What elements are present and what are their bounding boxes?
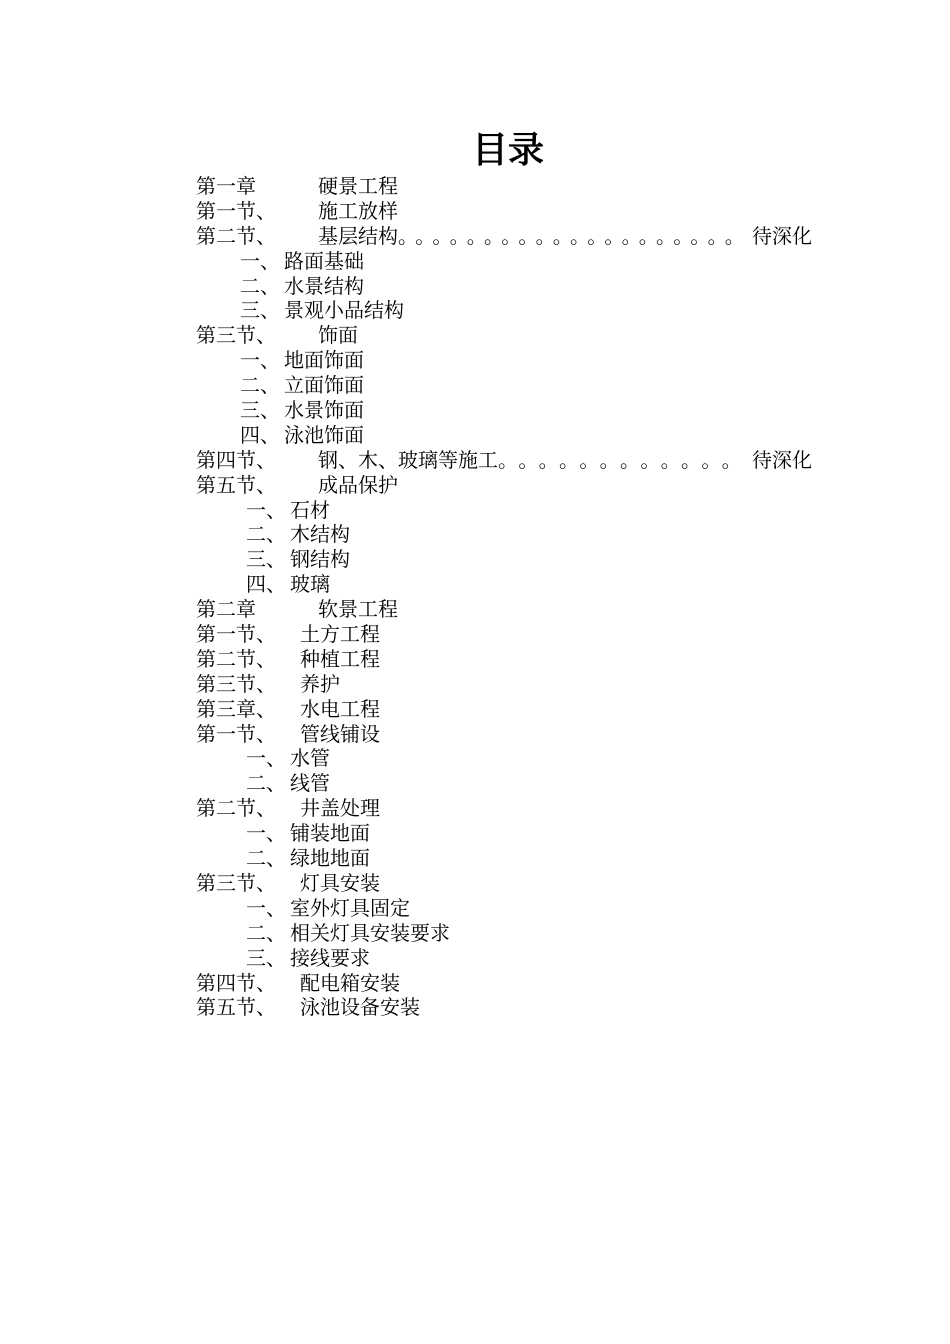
toc-entry-title: 井盖处理 xyxy=(300,796,380,821)
toc-entry-number: 一、 xyxy=(246,746,286,771)
toc-entry-title: 线管 xyxy=(290,771,330,796)
toc-entry-number: 二、 xyxy=(240,273,280,298)
toc-entry-title: 水景饰面 xyxy=(284,398,364,423)
toc-entry-number: 一、 xyxy=(246,497,286,522)
toc-entry-title: 水管 xyxy=(290,746,330,771)
toc-entry-number: 第四节、 xyxy=(196,970,276,995)
toc-entry[interactable] xyxy=(196,398,836,423)
toc-entry-title: 养护 xyxy=(300,671,340,696)
toc-entry[interactable] xyxy=(196,995,836,1020)
toc-entry-title: 灯具安装 xyxy=(300,870,380,895)
toc-entry-number: 第二节、 xyxy=(196,646,276,671)
toc-entry-number: 第一章 xyxy=(196,174,256,198)
toc-entry-number: 第一节、 xyxy=(196,622,276,647)
toc-entry[interactable] xyxy=(196,796,836,821)
toc-entry-number: 第五节、 xyxy=(196,995,276,1020)
toc-entry-title: 软景工程 xyxy=(318,597,398,622)
toc-entry-title: 钢结构 xyxy=(290,547,350,572)
toc-entry-title: 钢、木、玻璃等施工 xyxy=(318,447,498,472)
toc-entry[interactable] xyxy=(196,323,836,348)
toc-entry[interactable] xyxy=(196,498,836,523)
toc-entry-leader-dots: 。。。。。。。。。。。。。。。。。。。。 xyxy=(398,223,752,248)
toc-entry[interactable] xyxy=(196,373,836,398)
page-title: 目录 xyxy=(471,129,544,171)
toc-entry[interactable] xyxy=(196,522,836,547)
toc-entry-number: 第二章 xyxy=(196,597,256,622)
toc-entry-title: 路面基础 xyxy=(284,248,364,273)
toc-entry[interactable] xyxy=(196,423,836,448)
toc-entry[interactable] xyxy=(196,821,836,846)
toc-entry-title: 配电箱安装 xyxy=(300,970,400,995)
toc-entry[interactable] xyxy=(196,174,836,199)
toc-entry[interactable] xyxy=(196,298,836,323)
toc-entry-title: 成品保护 xyxy=(318,472,398,497)
toc-entry-title: 接线要求 xyxy=(290,945,370,970)
toc-entry-number: 第四节、 xyxy=(196,447,276,472)
toc-entry-number: 一、 xyxy=(246,895,286,920)
toc-entry-number: 二、 xyxy=(246,771,286,796)
toc-entry[interactable] xyxy=(196,971,836,996)
toc-entry-number: 第三章、 xyxy=(196,696,276,721)
table-of-contents xyxy=(196,174,836,1020)
toc-entry-title: 玻璃 xyxy=(290,572,330,597)
toc-entry-title: 相关灯具安装要求 xyxy=(290,920,450,945)
toc-entry-number: 第二节、 xyxy=(196,223,276,248)
toc-entry-title: 饰面 xyxy=(318,323,358,348)
toc-entry[interactable] xyxy=(196,771,836,796)
toc-entry[interactable] xyxy=(196,697,836,722)
toc-entry-title: 水景结构 xyxy=(284,273,364,298)
toc-entry[interactable] xyxy=(196,622,836,647)
toc-entry[interactable] xyxy=(196,448,836,473)
toc-entry-title: 泳池饰面 xyxy=(284,422,364,447)
toc-entry-title: 基层结构 xyxy=(318,223,398,248)
toc-entry-status-note: 待深化 xyxy=(752,223,812,248)
toc-entry-title: 施工放样 xyxy=(318,198,398,223)
toc-entry[interactable] xyxy=(196,896,836,921)
toc-entry-number: 二、 xyxy=(240,373,280,398)
toc-entry[interactable] xyxy=(196,572,836,597)
toc-entry-title: 水电工程 xyxy=(300,696,380,721)
toc-entry-leader-dots: 。。。。。。。。。。。。 xyxy=(498,447,752,472)
toc-entry-title: 绿地地面 xyxy=(290,846,370,871)
toc-entry-number: 第五节、 xyxy=(196,472,276,497)
toc-entry-number: 三、 xyxy=(240,298,280,323)
toc-entry-number: 第三节、 xyxy=(196,671,276,696)
toc-entry[interactable] xyxy=(196,348,836,373)
toc-entry-title: 硬景工程 xyxy=(318,174,398,198)
toc-entry[interactable] xyxy=(196,249,836,274)
toc-entry-number: 二、 xyxy=(246,920,286,945)
toc-entry-number: 第二节、 xyxy=(196,796,276,821)
toc-entry-number: 一、 xyxy=(246,821,286,846)
toc-entry[interactable] xyxy=(196,199,836,224)
toc-entry[interactable] xyxy=(196,672,836,697)
toc-entry-number: 一、 xyxy=(240,248,280,273)
toc-entry[interactable] xyxy=(196,274,836,299)
toc-entry-number: 第一节、 xyxy=(196,198,276,223)
toc-entry-title: 管线铺设 xyxy=(300,721,380,746)
toc-entry[interactable] xyxy=(196,722,836,747)
toc-entry[interactable] xyxy=(196,871,836,896)
toc-entry-title: 泳池设备安装 xyxy=(300,995,420,1020)
toc-entry-number: 二、 xyxy=(246,522,286,547)
toc-entry-status-note: 待深化 xyxy=(752,447,812,472)
toc-entry-title: 地面饰面 xyxy=(284,348,364,373)
toc-entry[interactable] xyxy=(196,921,836,946)
toc-entry[interactable] xyxy=(196,647,836,672)
toc-entry-title: 室外灯具固定 xyxy=(290,895,410,920)
toc-entry[interactable] xyxy=(196,547,836,572)
toc-entry-number: 第三节、 xyxy=(196,323,276,348)
toc-entry[interactable] xyxy=(196,224,836,249)
toc-entry-title: 种植工程 xyxy=(300,646,380,671)
toc-entry-number: 四、 xyxy=(240,422,280,447)
toc-entry-number: 一、 xyxy=(240,348,280,373)
toc-entry[interactable] xyxy=(196,746,836,771)
toc-entry-number: 三、 xyxy=(240,398,280,423)
toc-entry-number: 第一节、 xyxy=(196,721,276,746)
toc-entry-title: 景观小品结构 xyxy=(284,298,404,323)
toc-entry-title: 土方工程 xyxy=(300,622,380,647)
toc-entry[interactable] xyxy=(196,597,836,622)
toc-entry-title: 石材 xyxy=(290,497,330,522)
toc-entry-title: 立面饰面 xyxy=(284,373,364,398)
toc-entry-number: 四、 xyxy=(246,572,286,597)
toc-entry-number: 三、 xyxy=(246,547,286,572)
toc-entry-title: 铺装地面 xyxy=(290,821,370,846)
toc-entry[interactable] xyxy=(196,946,836,971)
toc-entry-title: 木结构 xyxy=(290,522,350,547)
toc-entry[interactable] xyxy=(196,846,836,871)
toc-entry-number: 第三节、 xyxy=(196,870,276,895)
toc-entry-number: 二、 xyxy=(246,846,286,871)
toc-entry[interactable] xyxy=(196,473,836,498)
toc-entry-number: 三、 xyxy=(246,945,286,970)
